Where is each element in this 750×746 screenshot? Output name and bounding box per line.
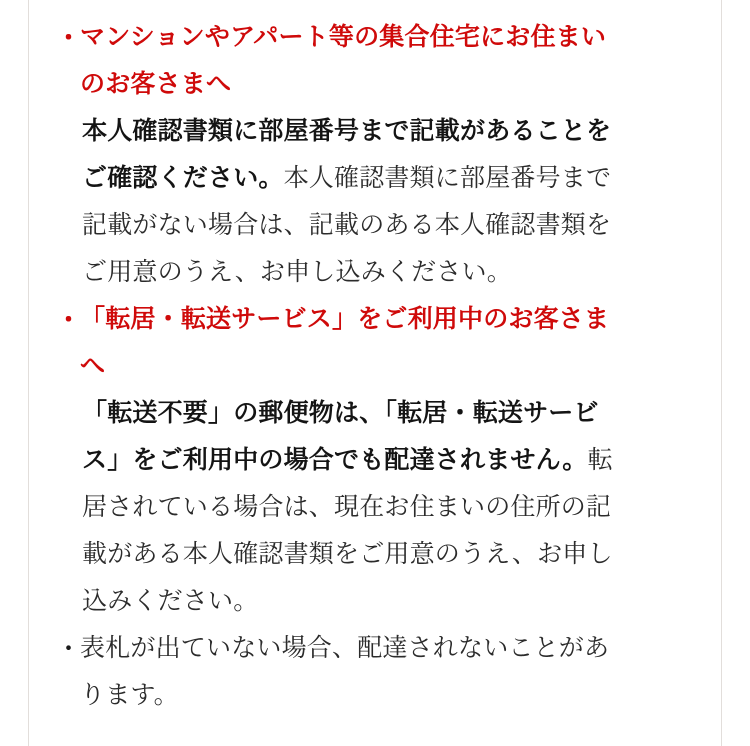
- bullet-icon: ・: [56, 23, 82, 52]
- notice-item-2-body-line-2: [80, 437, 694, 484]
- notice-item-2-body-line-2-strong: ス」をご利用中の場合でも配達されません。: [82, 446, 588, 474]
- notice-item-1-body: [80, 14, 694, 296]
- notice-item-1-body-line-2: [80, 155, 694, 202]
- notice-item-3-body-line-2: ります。: [80, 681, 179, 709]
- notice-item-2: [56, 296, 694, 625]
- notice-item-1-body-line-3: 記載がない場合は、記載のある本人確認書類を: [82, 211, 612, 239]
- notice-block: [56, 14, 694, 719]
- notice-item-2-heading-line-2: へ: [80, 352, 106, 380]
- notice-item-2-body-line-5: 込みください。: [82, 587, 259, 615]
- bullet-icon: ・: [56, 634, 82, 663]
- notice-item-1-body-line-2-rest: 本人確認書類に部屋番号まで: [283, 164, 612, 192]
- notice-item-1-heading-line-2: のお客さまへ: [80, 70, 232, 98]
- bullet-icon: ・: [56, 305, 82, 334]
- notice-item-3: [56, 625, 694, 719]
- notice-item-2-body-line-2-rest: 転: [587, 446, 613, 474]
- notice-item-1: [56, 14, 694, 296]
- notice-item-2-body: [80, 296, 694, 625]
- notice-item-1-heading-line-1: マンションやアパート等の集合住宅にお住まい: [80, 23, 607, 51]
- notice-item-1-body-line-4: ご用意のうえ、お申し込みください。: [82, 258, 512, 286]
- notice-item-2-body-line-4: 載がある本人確認書類をご用意のうえ、お申し: [82, 540, 613, 568]
- notice-item-2-heading-line-1: 「転居・転送サービス」をご利用中のお客さま: [80, 305, 610, 333]
- notice-item-1-body-line-1: 本人確認書類に部屋番号まで記載があることを: [82, 117, 612, 145]
- notice-item-2-body-line-1: 「転送不要」の郵便物は、「転居・転送サービ: [82, 399, 599, 427]
- notice-item-3-body-line-1: 表札が出ていない場合、配達されないことがあ: [80, 634, 610, 662]
- notice-item-1-body-line-2-strong: ご確認ください。: [82, 164, 284, 192]
- notice-item-3-body: [80, 625, 694, 719]
- notice-item-2-body-line-3: 居されている場合は、現在お住まいの住所の記: [82, 493, 612, 521]
